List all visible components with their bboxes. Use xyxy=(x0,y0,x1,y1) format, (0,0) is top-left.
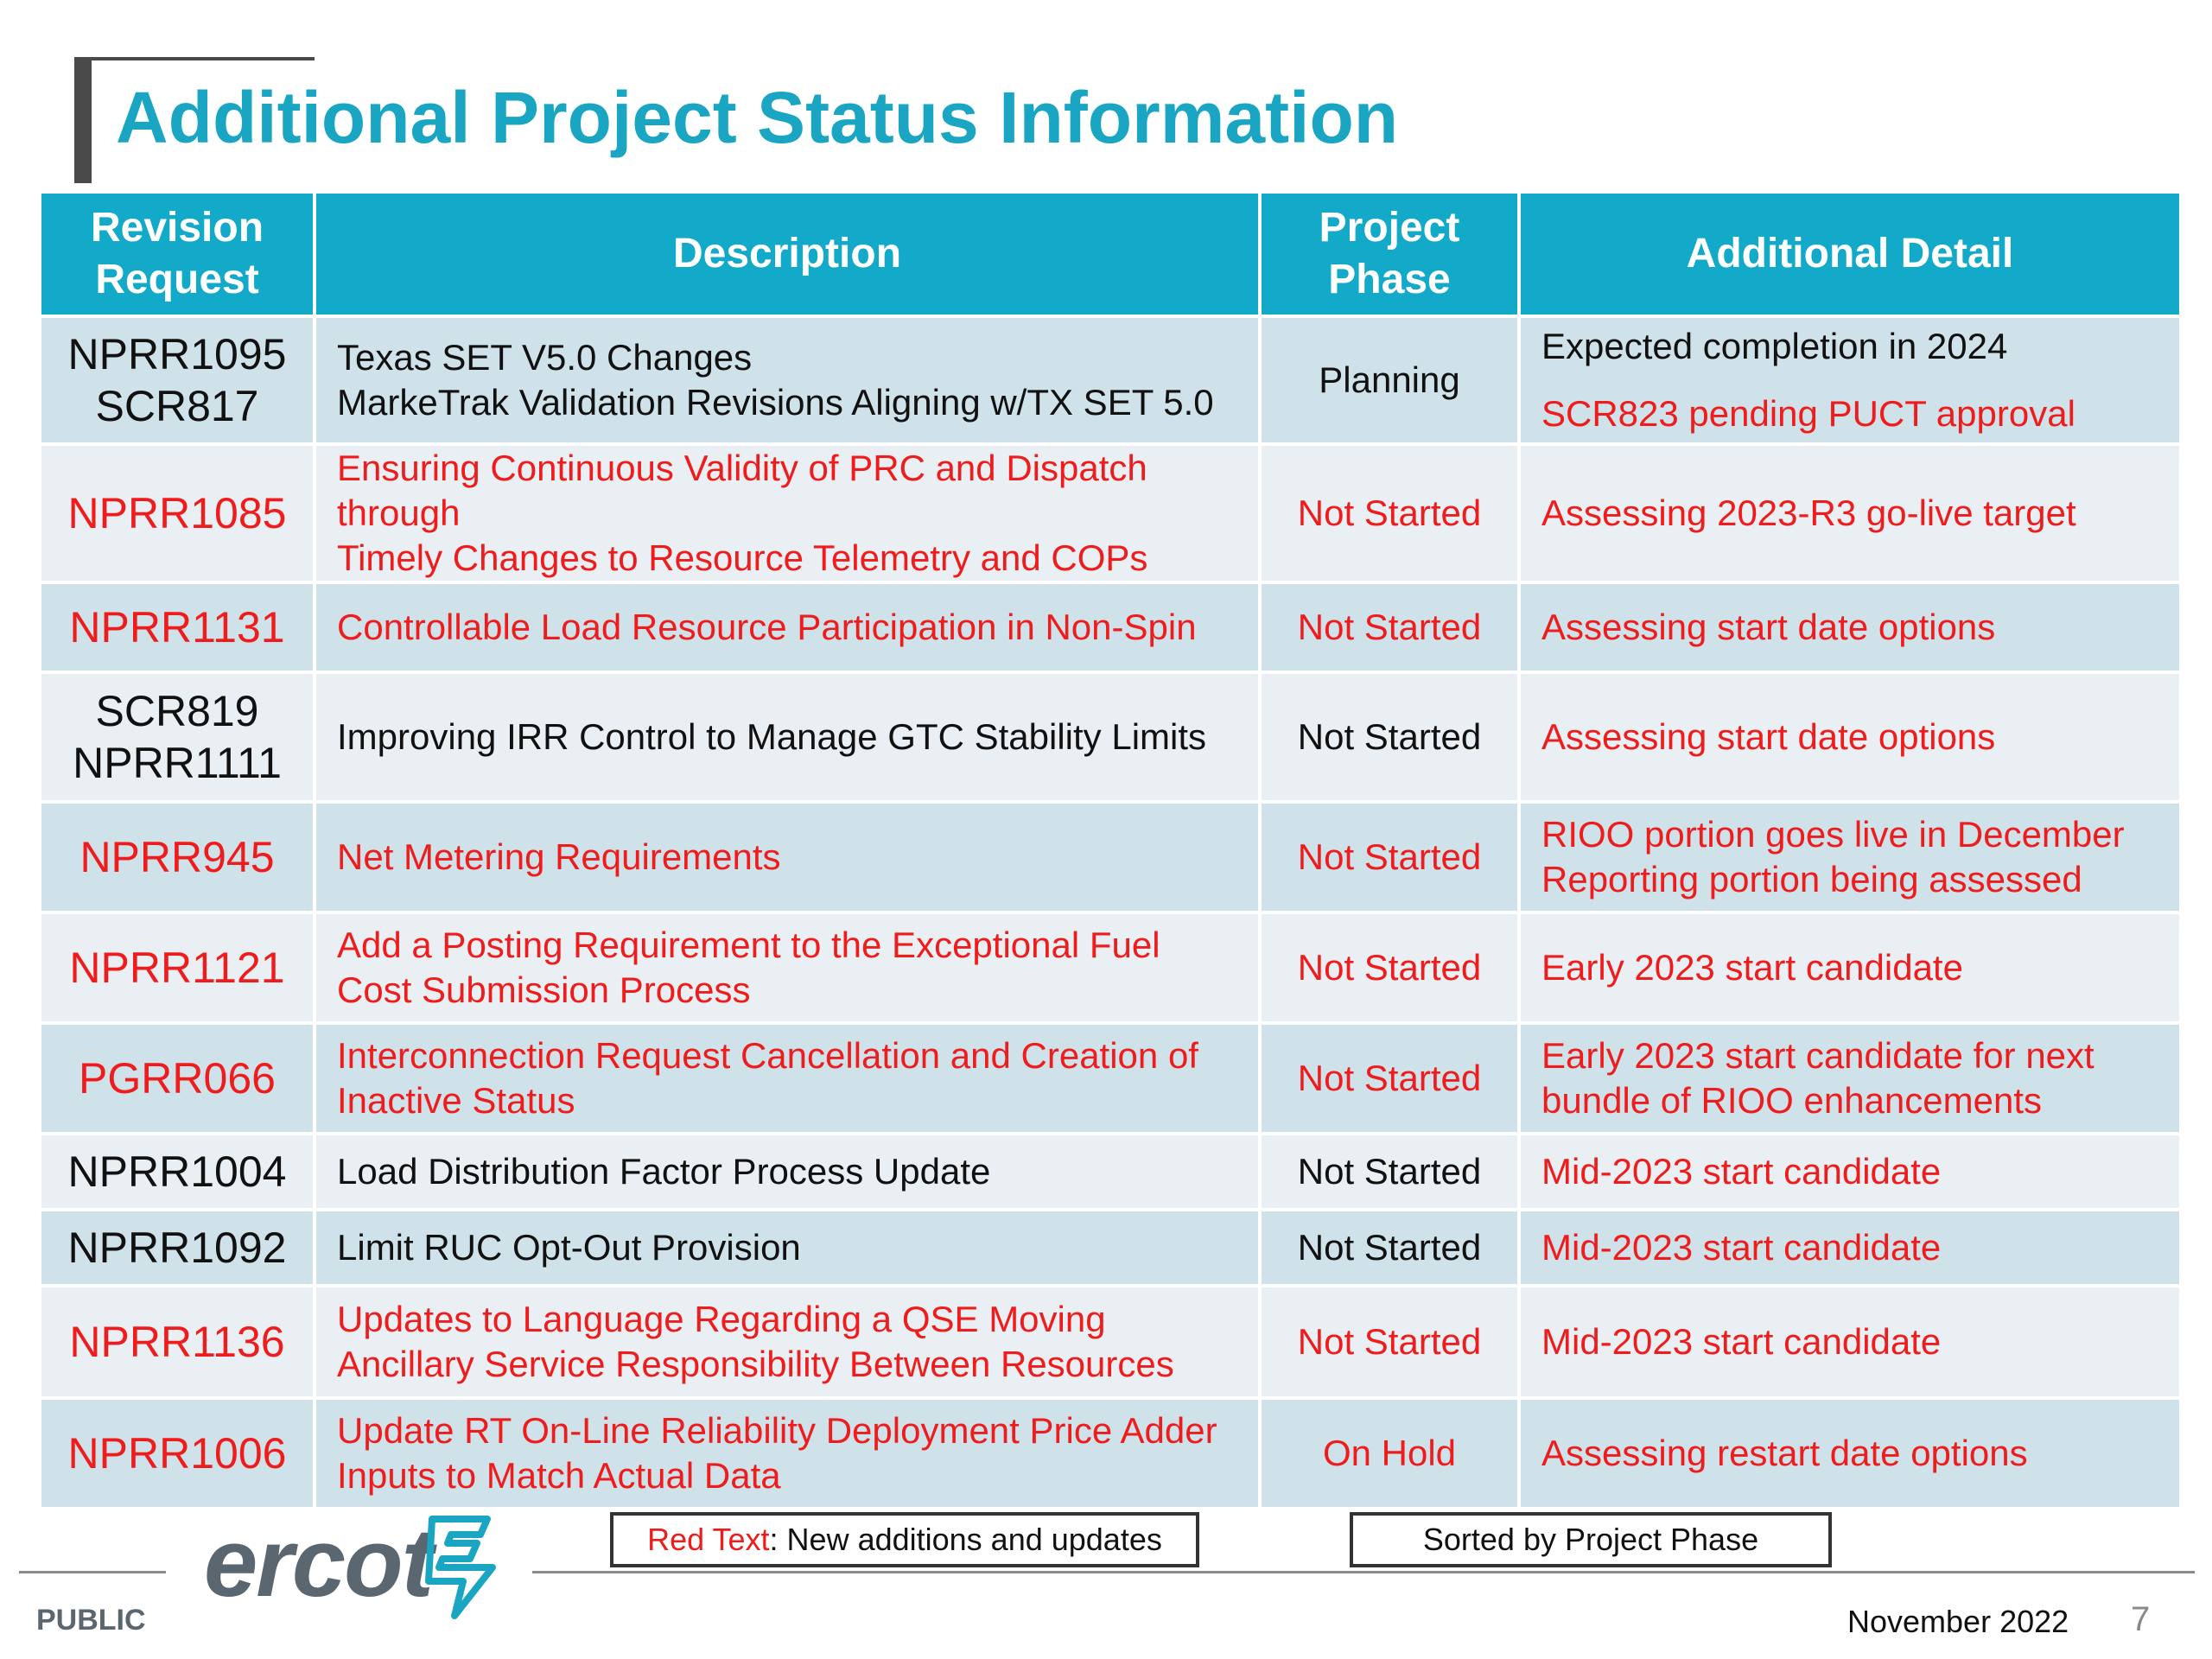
phase-cell: Not Started xyxy=(1260,444,1519,582)
col-header-revision-request xyxy=(40,192,315,316)
description-line: Improving IRR Control to Manage GTC Stability Limits xyxy=(337,716,1207,757)
detail-line: RIOO portion goes live in December xyxy=(1541,814,2125,855)
revision-request-id: NPRR1095 xyxy=(67,330,287,378)
description-cell xyxy=(315,1398,1260,1509)
detail-line: Early 2023 start candidate for next xyxy=(1541,1035,2094,1076)
detail-cell xyxy=(1519,802,2181,912)
detail-cell xyxy=(1519,1286,2181,1398)
revision-request-cell xyxy=(40,1210,315,1286)
detail-cell xyxy=(1519,1134,2181,1210)
legend-box xyxy=(610,1512,1199,1567)
revision-request-id: NPRR945 xyxy=(79,833,275,881)
legend-text: : New additions and updates xyxy=(769,1522,1162,1557)
detail-line: Assessing start date options xyxy=(1541,607,1996,647)
table-row xyxy=(40,316,2181,444)
logo-wordmark: ercot xyxy=(204,1509,432,1617)
footer-date: November 2022 xyxy=(1847,1604,2069,1639)
description-cell xyxy=(315,444,1260,582)
revision-request-id: NPRR1092 xyxy=(67,1224,287,1272)
revision-request-cell xyxy=(40,582,315,672)
description-line: Inputs to Match Actual Data xyxy=(337,1455,781,1496)
revision-request-id: NPRR1121 xyxy=(69,944,285,992)
description-cell xyxy=(315,582,1260,672)
revision-request-cell xyxy=(40,912,315,1023)
revision-request-cell xyxy=(40,444,315,582)
revision-request-id: SCR817 xyxy=(95,382,259,430)
col-header-request-line: Revision xyxy=(90,205,264,251)
description-line: MarkeTrak Validation Revisions Aligning w/TX SET 5.0 xyxy=(337,382,1214,423)
phase-cell: Not Started xyxy=(1260,1210,1519,1286)
revision-request-id: SCR819 xyxy=(95,687,259,735)
description-cell xyxy=(315,1286,1260,1398)
table-row xyxy=(40,672,2181,802)
sort-note-box: Sorted by Project Phase xyxy=(1350,1512,1832,1567)
status-table xyxy=(38,190,2183,1510)
detail-line: Assessing 2023-R3 go-live target xyxy=(1541,493,2076,533)
description-line: Add a Posting Requirement to the Exceptional Fuel xyxy=(337,925,1160,965)
table-row xyxy=(40,444,2181,582)
description-line: Ancillary Service Responsibility Between Resources xyxy=(337,1344,1174,1384)
phase-cell: Planning xyxy=(1260,316,1519,444)
detail-cell xyxy=(1519,582,2181,672)
detail-cell xyxy=(1519,1210,2181,1286)
phase-cell: Not Started xyxy=(1260,672,1519,802)
page-title: Additional Project Status Information xyxy=(116,77,1399,158)
description-line: Update RT On-Line Reliability Deployment Price Adder xyxy=(337,1410,1217,1451)
detail-line: Assessing start date options xyxy=(1541,716,1996,757)
revision-request-cell xyxy=(40,1134,315,1210)
phase-cell: Not Started xyxy=(1260,582,1519,672)
description-line: Inactive Status xyxy=(337,1080,575,1121)
description-line: Controllable Load Resource Participation in Non-Spin xyxy=(337,607,1197,647)
revision-request-id: NPRR1111 xyxy=(73,739,282,787)
description-line: Ensuring Continuous Validity of PRC and Dispatch through xyxy=(337,448,1147,533)
table-row xyxy=(40,582,2181,672)
col-header-description: Description xyxy=(315,192,1260,316)
phase-cell: Not Started xyxy=(1260,802,1519,912)
col-header-request-line: Request xyxy=(95,257,259,302)
phase-cell: Not Started xyxy=(1260,1023,1519,1134)
detail-cell xyxy=(1519,1398,2181,1509)
detail-line: SCR823 pending PUCT approval xyxy=(1541,393,2075,434)
description-line: Load Distribution Factor Process Update xyxy=(337,1151,991,1192)
detail-cell xyxy=(1519,1023,2181,1134)
detail-cell xyxy=(1519,444,2181,582)
col-header-project-phase xyxy=(1260,192,1519,316)
description-line: Interconnection Request Cancellation and Creation of xyxy=(337,1035,1198,1076)
table-row xyxy=(40,1286,2181,1398)
revision-request-id: NPRR1006 xyxy=(67,1429,287,1478)
description-cell xyxy=(315,1210,1260,1286)
col-header-phase-line: Project xyxy=(1319,205,1460,251)
description-cell xyxy=(315,802,1260,912)
description-line: Limit RUC Opt-Out Provision xyxy=(337,1227,801,1268)
revision-request-id: NPRR1131 xyxy=(69,603,285,652)
footer-divider xyxy=(532,1571,2195,1573)
legend-key: Red Text xyxy=(647,1522,770,1557)
table-row xyxy=(40,802,2181,912)
ercot-logo xyxy=(204,1507,506,1628)
page-number: 7 xyxy=(2131,1600,2151,1638)
description-cell xyxy=(315,912,1260,1023)
title-accent-bar xyxy=(74,57,92,183)
table-header-row xyxy=(40,192,2181,316)
revision-request-cell xyxy=(40,316,315,444)
detail-cell xyxy=(1519,672,2181,802)
description-line: Timely Changes to Resource Telemetry and COPs xyxy=(337,537,1148,578)
revision-request-id: NPRR1136 xyxy=(69,1318,285,1366)
table-row xyxy=(40,912,2181,1023)
detail-cell xyxy=(1519,316,2181,444)
table-row xyxy=(40,1134,2181,1210)
detail-line: Mid-2023 start candidate xyxy=(1541,1151,1942,1192)
detail-line: Mid-2023 start candidate xyxy=(1541,1321,1942,1362)
table-row xyxy=(40,1210,2181,1286)
detail-cell xyxy=(1519,912,2181,1023)
description-cell xyxy=(315,672,1260,802)
classification-label: PUBLIC xyxy=(36,1604,146,1637)
description-line: Cost Submission Process xyxy=(337,969,751,1010)
description-line: Texas SET V5.0 Changes xyxy=(337,337,753,378)
description-line: Net Metering Requirements xyxy=(337,836,781,877)
table-row xyxy=(40,1023,2181,1134)
revision-request-cell xyxy=(40,1398,315,1509)
phase-cell: Not Started xyxy=(1260,912,1519,1023)
phase-cell: Not Started xyxy=(1260,1134,1519,1210)
revision-request-cell xyxy=(40,1023,315,1134)
lightning-bolt-icon xyxy=(416,1516,503,1619)
detail-line: Assessing restart date options xyxy=(1541,1433,2028,1473)
title-accent-line xyxy=(74,57,315,60)
phase-cell: Not Started xyxy=(1260,1286,1519,1398)
revision-request-id: PGRR066 xyxy=(79,1054,276,1103)
detail-line: Early 2023 start candidate xyxy=(1541,947,1963,988)
table-row xyxy=(40,1398,2181,1509)
detail-line: Reporting portion being assessed xyxy=(1541,859,2082,899)
description-cell xyxy=(315,1023,1260,1134)
col-header-additional-detail: Additional Detail xyxy=(1519,192,2181,316)
detail-line: Expected completion in 2024 xyxy=(1541,326,2008,366)
description-cell xyxy=(315,316,1260,444)
revision-request-cell xyxy=(40,1286,315,1398)
revision-request-id: NPRR1085 xyxy=(67,489,287,537)
detail-line: Mid-2023 start candidate xyxy=(1541,1227,1942,1268)
detail-line: bundle of RIOO enhancements xyxy=(1541,1080,2043,1121)
phase-cell: On Hold xyxy=(1260,1398,1519,1509)
col-header-phase-line: Phase xyxy=(1328,257,1451,302)
revision-request-id: NPRR1004 xyxy=(67,1147,287,1196)
revision-request-cell xyxy=(40,802,315,912)
description-cell xyxy=(315,1134,1260,1210)
description-line: Updates to Language Regarding a QSE Moving xyxy=(337,1299,1106,1339)
revision-request-cell xyxy=(40,672,315,802)
footer-divider xyxy=(19,1571,166,1573)
